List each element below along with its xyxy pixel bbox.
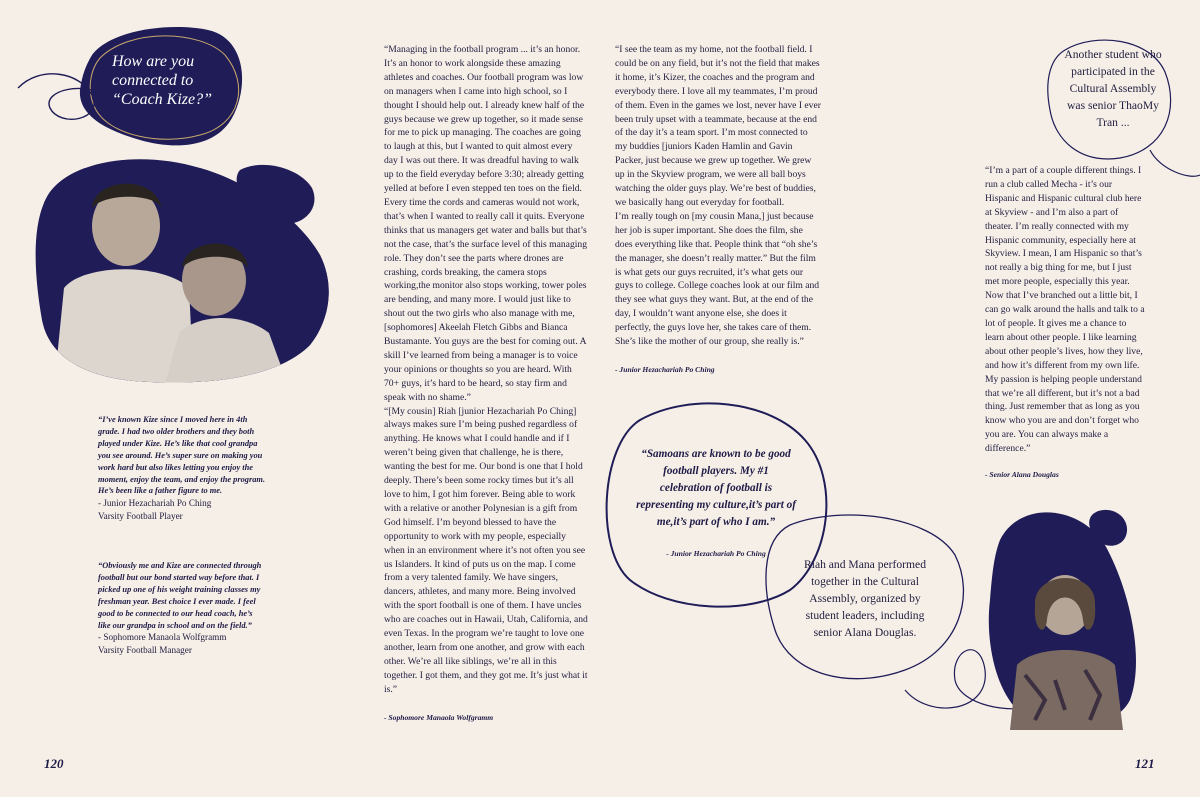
students-photo-left xyxy=(44,168,329,388)
alana-quote-text: “I’m a part of a couple different things. I run a club called Mecha - it’s our Hispanic and Hispanic cultural club here at Skyview - and I’m also a part of theater. I’m really connected with my Hispanic community, especially here at Skyview. I mean, I am Hispanic so that’s not really a big thing for me, but I just met more people, especially this year. Now that I’ve branched out a little bit, I can go walk around the halls and talk to a lot of people. It gives me a chance to learn about other people. I like learning about other people’s lives, how they live, and how it’s different from my own life. My passion is helping people understand that we’re all different, but it’s not a bad thing. Just remember that as long as you know who you are and don’t forget who you are. You can always make a difference.” xyxy=(985,165,1145,455)
quote-block-manaola xyxy=(98,560,266,657)
top-right-swirl xyxy=(1150,150,1200,176)
pull-quote xyxy=(636,446,796,562)
quote-text: “I’ve known Kize since I moved here in 4th grade. I had two older brothers and they both played under Kize. He’s like that cool grandpa you see around. He’s super sure on making you work hard but also likes letting you enjoy the moment, enjoy the team, and enjoy the program. He’s been like a father figure to me. xyxy=(98,415,266,496)
quote-name: - Junior Hezachariah Po Ching xyxy=(98,498,212,509)
story-byline: - Junior Hezachariah Po Ching xyxy=(615,364,715,374)
pull-quote-byline: - Junior Hezachariah Po Ching xyxy=(666,549,766,558)
page-number-left: 120 xyxy=(44,756,64,771)
page-number-right: 121 xyxy=(1135,756,1155,771)
story-byline: - Sophomore Manaola Wolfgramm xyxy=(384,712,494,722)
quote-name: - Sophomore Manaola Wolfgramm xyxy=(98,632,227,643)
alana-byline: - Senior Alana Douglas xyxy=(985,470,1059,480)
manaola-story-column xyxy=(384,43,588,725)
thaomy-caption: Another student who participated in the Cultural Assembly was senior ThaoMy Tran ... xyxy=(1064,48,1162,129)
alana-quote-column xyxy=(985,164,1145,482)
hezachariah-story-column xyxy=(615,43,821,377)
quote-block-hezachariah xyxy=(98,414,266,523)
senior-photo-right xyxy=(1005,560,1125,730)
story-paragraph: “I see the team as my home, not the football field. I could be on any field, but it’s not the field that makes it home, it’s Kizer, the coaches and the program and everybody there. I love all my teammates, I’m proud of them. Even in the games we lost, never have I ever been truly upset with a teammate, because at the end of the day it’s a team sport. I’m most connected to my buddies [juniors Kaden Hamlin and Gavin Packer, just because we grew up together. We grew up in the Skyview program, we were all ball boys watching the older guys play. We’re best of buddies, we basically hang out everyday for football. xyxy=(615,44,821,208)
quote-role: Varsity Football Player xyxy=(98,511,183,522)
story-paragraph: “[My cousin] Riah [junior Hezachariah Po Ching] always makes sure I’m being pushed regardless of anything. He knows what I could handle and if I weren’t being given that challenge, he is there, wanting the best for me. Our bond is one that I hold deeply. There’s been some rocky times but it’s all love to him, I got him forever. Being able to work with a relative or another Polynesian is a gift from God himself. I’m beyond blessed to have the opportunity to work with my people, especially when in an environment where it’s not often you see us Islanders. It kind of puts us on the map. I come from a very talented family. We have singers, dancers, athletes, and many more. Being involved with the sport football is one of them. I have uncles who are coaches out in Hawaii, Utah, California, and even Texas. In the program we’re taught to love one another, learn from one another, and grow with each other. We’re all like siblings, we’re all in this together. I got them, and they got me. It’s just what it is.” xyxy=(384,405,588,695)
story-paragraph: I’m really tough on [my cousin Mana,] just because her job is super important. She does the film, she does everything like that. People think that “oh she’s the manager, she doesn’t really matter.” But the film is what gets our guys recruited, it’s what gets our guys to college. College coaches look at our film and they see what guys they want. But, at the end of the day, I wouldn’t want anyone else, she does it perfectly, the guys love her, she takes care of them. She’s like the mother of our group, she really is.” xyxy=(615,210,820,348)
quote-text: “Obviously me and Kize are connected through football but our bond started way before that. I picked up one of his weight training classes my freshman year. Best choice I ever made. I feel good to be connected to our head coach, he’s like our grandpa in school and on the field.” xyxy=(98,561,262,630)
story-paragraph: “Managing in the football program ... it’s an honor. It’s an honor to work alongside these amazing athletes and coaches. Our football program was low on managers when I came into high school, so I thought I should help out. I already knew half of the guys because we grew up together, so it made sense for me to pick up managing. The coaches are going to laugh at this, but I wanted to quit almost every day I was out there. It was dreadful having to walk up to the field everyday before 3:30; already getting yelled at before I even stepped ten toes on the field. Every time the cords and cameras would not work, that’s when I wanted to really call it quits. Everyone thinks that us managers get water and balls but that’s not the case, that’s the surface level of this managing role. They don’t see the parts where drones are crashing, cords breaking, the camera stops working,the monitor also stops working, tower poles are bending, and many more. I would just like to shout out the two girls who also manage with me, [sophomores] Akeelah Fletch Gibbs and Bianca Bustamante. You guys are the best for coming out. A skill I’ve learned from being a manager is to voice your opinions or thoughts so you are heard. With 70+ guys, it’s hard to be heard, so stay firm and speak with no shame.” xyxy=(384,44,588,403)
cultural-assembly-caption: Riah and Mana performed together in the Cultural Assembly, organized by student leaders, including senior Alana Douglas. xyxy=(803,558,926,639)
quote-role: Varsity Football Manager xyxy=(98,645,192,656)
pull-quote-text: “Samoans are known to be good football players. My #1 celebration of football is representing my culture,it’s part of me,it’s part of who I am.” xyxy=(636,448,796,528)
section-heading: How are you connected to “Coach Kize?” xyxy=(112,53,213,108)
